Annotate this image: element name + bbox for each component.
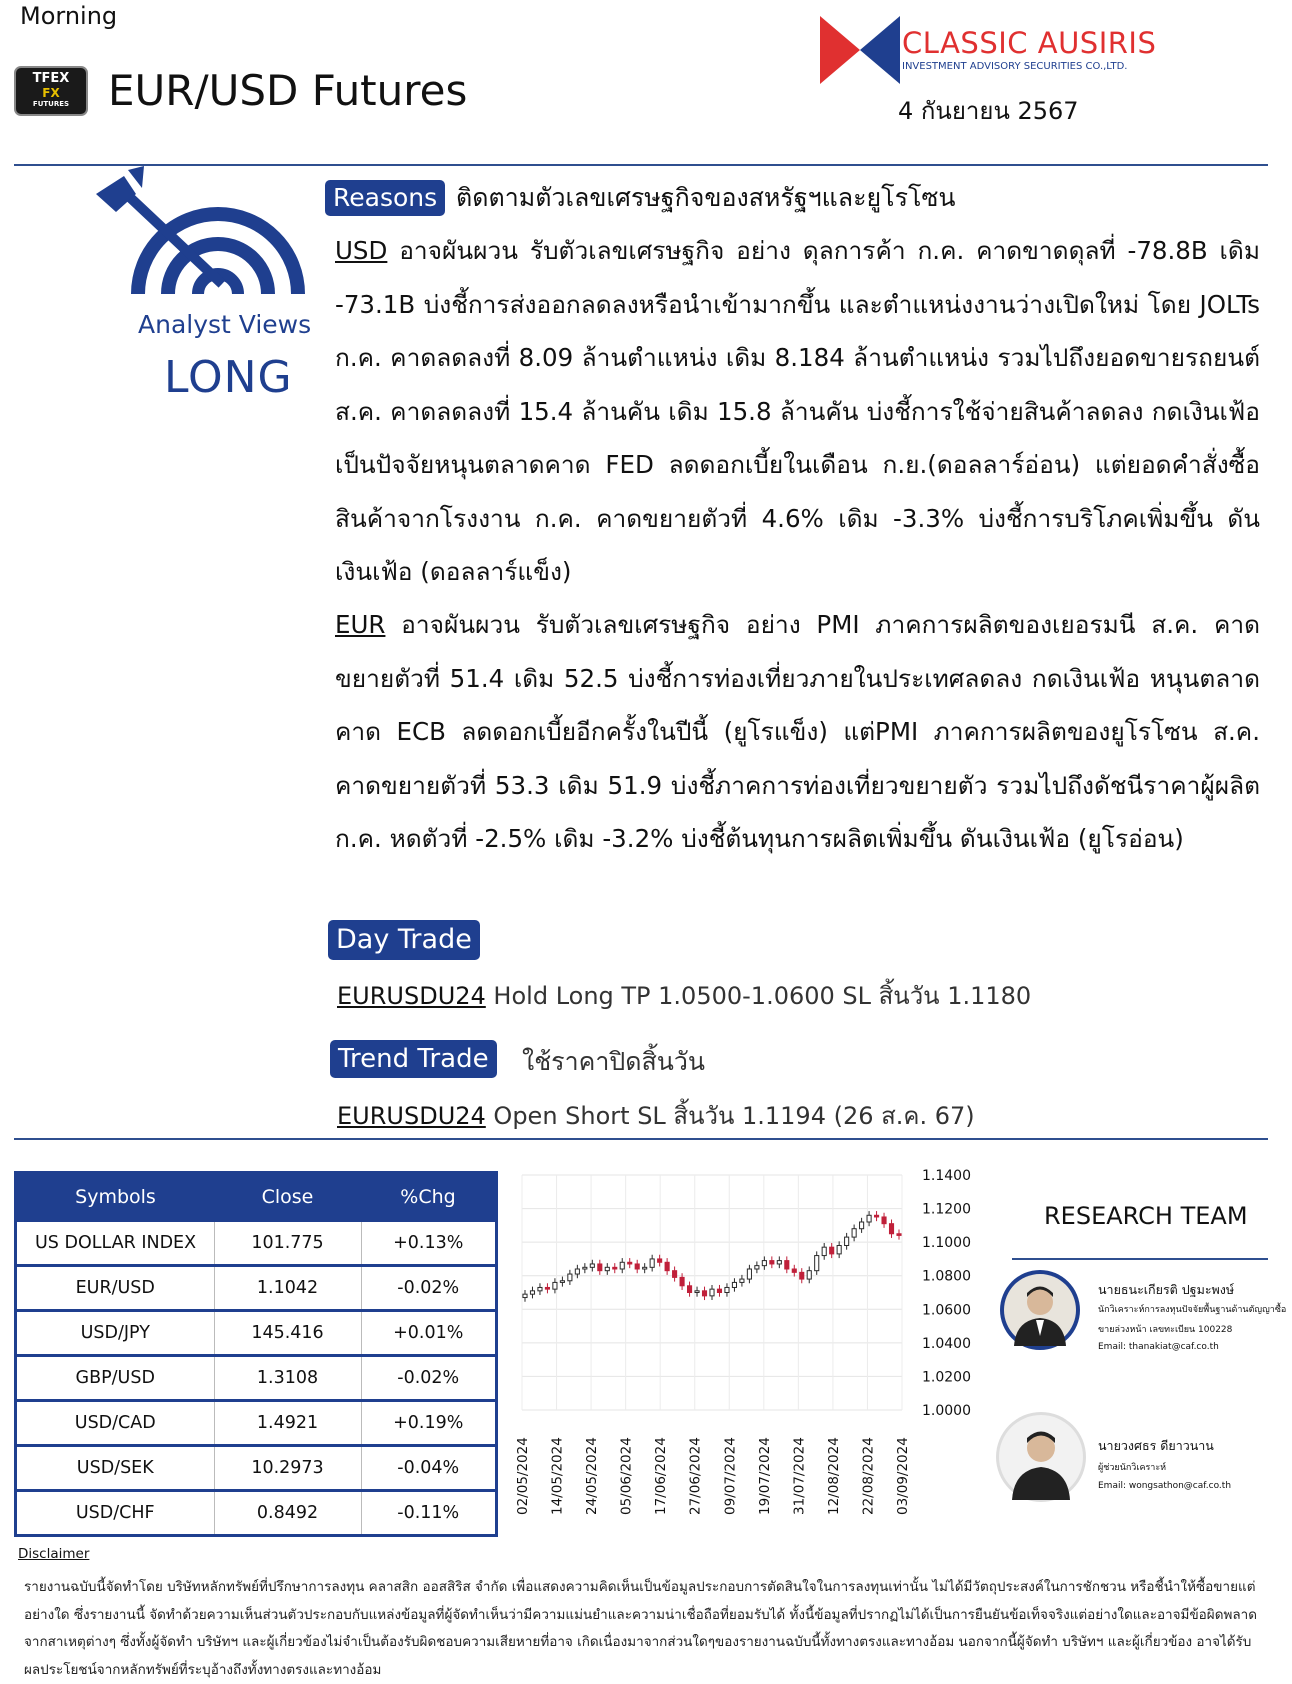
x-tick-label: 24/05/2024	[584, 1437, 601, 1515]
chg-cell: +0.01%	[361, 1311, 497, 1356]
analyst-view-value: LONG	[164, 352, 293, 403]
chg-cell: +0.13%	[361, 1221, 497, 1266]
reasons-heading: ติดตามตัวเลขเศรษฐกิจของสหรัฐฯและยูโรโซน	[456, 183, 956, 212]
symbol-cell: EUR/USD	[16, 1266, 215, 1311]
close-cell: 10.2973	[214, 1446, 361, 1491]
candle-body	[852, 1229, 856, 1237]
y-tick-label: 1.1200	[922, 1201, 971, 1218]
candle-body	[785, 1261, 789, 1269]
candle-body	[605, 1267, 609, 1270]
research-divider	[1012, 1258, 1268, 1260]
symbol-cell: USD/CAD	[16, 1401, 215, 1446]
symbol-cell: US DOLLAR INDEX	[16, 1221, 215, 1266]
x-tick-label: 27/06/2024	[687, 1437, 704, 1515]
chg-cell: -0.02%	[361, 1356, 497, 1401]
candle-body	[777, 1261, 781, 1264]
candle-body	[815, 1256, 819, 1271]
chg-cell: +0.19%	[361, 1401, 497, 1446]
chg-cell: -0.11%	[361, 1491, 497, 1536]
candle-body	[553, 1282, 557, 1289]
research-team-title: RESEARCH TEAM	[1044, 1202, 1248, 1230]
y-tick-label: 1.0600	[922, 1302, 971, 1319]
candle-body	[867, 1215, 871, 1222]
header-close: Close	[214, 1173, 361, 1221]
candle-body	[837, 1246, 841, 1254]
member-role: นักวิเคราะห์การลงทุนปัจจัยพื้นฐานด้านตัญญาซื้อ	[1098, 1305, 1287, 1315]
table-row	[16, 1491, 497, 1536]
report-date: 4 กันยายน 2567	[898, 97, 1079, 125]
candle-body	[680, 1277, 684, 1285]
candle-body	[882, 1217, 886, 1224]
company-subtitle: INVESTMENT ADVISORY SECURITIES CO.,LTD.	[902, 61, 1128, 72]
tfex-fx-logo	[14, 66, 88, 116]
candle-body	[695, 1291, 699, 1293]
table-row	[16, 1266, 497, 1311]
quotes-table	[14, 1171, 498, 1537]
symbol-cell: GBP/USD	[16, 1356, 215, 1401]
candle-body	[800, 1272, 804, 1279]
x-tick-label: 05/06/2024	[618, 1437, 635, 1515]
candle-body	[598, 1264, 602, 1271]
symbol-cell: USD/JPY	[16, 1311, 215, 1356]
reasons-tag: Reasons	[325, 180, 445, 216]
member-name: นายธนะเกียรติ ปฐมะพงษ์	[1098, 1282, 1235, 1297]
header-symbols: Symbols	[16, 1173, 215, 1221]
table-row	[16, 1446, 497, 1491]
candle-body	[732, 1282, 736, 1287]
trend-trade-line	[337, 1096, 975, 1135]
candle-body	[717, 1289, 721, 1292]
candle-body	[613, 1267, 617, 1269]
x-tick-label: 12/08/2024	[825, 1437, 842, 1515]
table-row	[16, 1356, 497, 1401]
usd-paragraph	[335, 224, 1260, 586]
avatar	[996, 1412, 1086, 1502]
candle-body	[792, 1269, 796, 1272]
candle-body	[740, 1279, 744, 1282]
day-trade-text: Hold Long TP 1.0500-1.0600 SL สิ้นวัน 1.1180	[485, 982, 1032, 1010]
close-cell: 101.775	[214, 1221, 361, 1266]
member-name: นายวงศธร ดียาวนาน	[1098, 1438, 1214, 1453]
member-email: Email: thanakiat@caf.co.th	[1098, 1342, 1219, 1352]
candle-body	[860, 1222, 864, 1229]
y-tick-label: 1.0400	[922, 1335, 971, 1352]
trend-trade-symbol: EURUSDU24	[337, 1102, 486, 1130]
y-tick-label: 1.0200	[922, 1369, 971, 1386]
candle-body	[889, 1224, 893, 1234]
company-logo	[820, 16, 900, 84]
symbol-cell: USD/CHF	[16, 1491, 215, 1536]
candle-body	[620, 1262, 624, 1269]
candle-body	[688, 1286, 692, 1293]
candle-body	[538, 1287, 542, 1290]
x-tick-label: 09/07/2024	[722, 1437, 739, 1515]
candle-body	[583, 1267, 587, 1269]
candle-body	[807, 1271, 811, 1279]
x-tick-label: 02/05/2024	[515, 1437, 531, 1515]
eurusd-price-chart	[500, 1165, 971, 1530]
x-tick-label: 03/09/2024	[895, 1437, 911, 1515]
logo-line-2: FX	[42, 86, 60, 100]
candle-body	[590, 1264, 594, 1267]
y-tick-label: 1.0800	[922, 1268, 971, 1285]
chg-cell: -0.02%	[361, 1266, 497, 1311]
chg-cell: -0.04%	[361, 1446, 497, 1491]
candle-body	[845, 1237, 849, 1245]
day-trade-line	[337, 976, 1031, 1015]
x-tick-label: 31/07/2024	[791, 1437, 808, 1515]
candle-body	[673, 1271, 677, 1278]
close-cell: 1.4921	[214, 1401, 361, 1446]
member-email: Email: wongsathon@caf.co.th	[1098, 1481, 1232, 1491]
candle-body	[523, 1294, 527, 1297]
candle-body	[628, 1262, 632, 1264]
day-trade-tag: Day Trade	[328, 920, 480, 960]
close-cell: 1.1042	[214, 1266, 361, 1311]
target-icon	[92, 166, 306, 304]
symbol-cell: USD/SEK	[16, 1446, 215, 1491]
usd-text: อาจผันผวน รับตัวเลขเศรษฐกิจ อย่าง ดุลการค้า ก.ค. คาดขาดดุลที่ -78.8B เดิม -73.1B บ่งชี้การส่งออกลดลงหรือนำเข้ามากขึ้น และตำแหน่งงานว่างเปิดใหม่ โดย JOLTs ก.ค. คาดลดลงที่ 8.09 ล้านตำแหน่ง เดิม 8.184 ล้านตำแหน่ง รวมไปถึงยอดขายรถยนต์ ส.ค. คาดลดลงที่ 15.4 ล้านคัน เดิม 15.8 ล้านคัน บ่งชี้การใช้จ่ายสินค้าลดลง กดเงินเฟ้อ เป็นปัจจัยหนุนตลาดคาด FED ลดดอกเบี้ยในเดือน ก.ย.(ดอลลาร์อ่อน) แต่ยอดคำสั่งซื้อสินค้าจากโรงงาน ก.ค. คาดขยายตัวที่ 4.6% เดิม -3.3% บ่งชี้การบริโภคเพิ่มขึ้น ดันเงินเฟ้อ (ดอลลาร์แข็ง)	[335, 236, 1260, 586]
y-tick-label: 1.0000	[922, 1403, 971, 1419]
candle-body	[875, 1215, 879, 1217]
section-divider	[14, 1138, 1268, 1140]
analyst-views-label: Analyst Views	[138, 310, 312, 339]
candle-body	[830, 1247, 834, 1254]
eur-text: อาจผันผวน รับตัวเลขเศรษฐกิจ อย่าง PMI ภาคการผลิตของเยอรมนี ส.ค. คาดขยายตัวที่ 51.4 เดิม 52.5 บ่งชี้การท่องเที่ยวภายในประเทศลดลง กดเงินเฟ้อ หนุนตลาดคาด ECB ลดดอกเบี้ยอีกครั้งในปีนี้ (ยูโรแข็ง) แต่PMI ภาคการผลิตของยูโรโซน ส.ค. คาดขยายตัวที่ 53.3 เดิม 51.9 บ่งชี้ภาคการท่องเที่ยวขยายตัว รวมไปถึงดัชนีราคาผู้ผลิต ก.ค. หดตัวที่ -2.5% เดิม -3.2% บ่งชี้ต้นทุนการผลิตเพิ่มขึ้น ดันเงินเฟ้อ (ยูโรอ่อน)	[335, 610, 1260, 853]
table-row	[16, 1311, 497, 1356]
candle-body	[635, 1264, 639, 1269]
candle-body	[822, 1247, 826, 1255]
close-cell: 145.416	[214, 1311, 361, 1356]
candle-body	[545, 1287, 549, 1289]
candle-body	[568, 1274, 572, 1281]
candle-body	[643, 1267, 647, 1269]
candle-body	[897, 1234, 901, 1236]
candle-body	[650, 1259, 654, 1267]
disclaimer-text: รายงานฉบับนี้จัดทำโดย บริษัทหลักทรัพย์ที่ปรึกษาการลงทุน คลาสสิก ออสสิริส จำกัด เพื่อแสดงความคิดเห็นเป็นข้อมูลประกอบการตัดสินใจในการลงทุนเท่านั้น ไม่ได้มีวัตถุประสงค์ในการชักชวน หรือชี้นำให้ซื้อขายแต่อย่างใด ซึ่งรายงานนี้ จัดทำด้วยความเห็นส่วนตัวประกอบกับแหล่งข้อมูลที่ผู้จัดทำเห็นว่ามีความแม่นยำและความน่าเชื่อถือที่ยอมรับได้ ทั้งนี้ข้อมูลที่ปรากฏไม่ได้เป็นการยืนยันข้อเท็จจริงแต่อย่างใดและอาจมีข้อผิดพลาดจากสาเหตุต่างๆ ซึ่งทั้งผู้จัดทำ บริษัทฯ และผู้เกี่ยวข้องไม่จำเป็นต้องรับผิดชอบความเสียหายที่อาจ เกิดเนื่องมาจากส่วนใดๆของรายงานฉบับนี้ทั้งทางตรงและทางอ้อม นอกจากนี้ผู้จัดทำ บริษัทฯ และผู้เกี่ยวข้อง อาจได้รับผลประโยชน์จากหลักทรัพย์ที่ระบุอ้างถึงทั้งทางตรงและทางอ้อม	[24, 1579, 1257, 1678]
session-label: Morning	[20, 2, 118, 30]
candle-body	[725, 1287, 729, 1292]
logo-line-3: FUTURES	[32, 100, 70, 108]
candle-body	[747, 1269, 751, 1279]
table-row	[16, 1401, 497, 1446]
candle-body	[665, 1262, 669, 1270]
trend-trade-note: ใช้ราคาปิดสิ้นวัน	[522, 1047, 705, 1076]
x-tick-label: 14/05/2024	[549, 1437, 566, 1515]
candle-body	[755, 1266, 759, 1269]
x-tick-label: 22/08/2024	[860, 1437, 877, 1515]
close-cell: 0.8492	[214, 1491, 361, 1536]
disclaimer-title: Disclaimer	[18, 1546, 90, 1562]
candle-body	[762, 1261, 766, 1266]
candle-body	[560, 1281, 564, 1283]
close-cell: 1.3108	[214, 1356, 361, 1401]
day-trade-symbol: EURUSDU24	[337, 982, 486, 1010]
eur-label: EUR	[335, 610, 386, 639]
eur-paragraph	[335, 598, 1260, 918]
usd-label: USD	[335, 236, 388, 265]
avatar	[1000, 1270, 1080, 1350]
candle-body	[702, 1291, 706, 1296]
company-name: CLASSIC AUSIRIS	[902, 26, 1157, 60]
candle-body	[530, 1291, 534, 1294]
page-title: EUR/USD Futures	[108, 66, 468, 115]
candle-body	[710, 1289, 714, 1296]
candle-body	[658, 1259, 662, 1262]
x-tick-label: 19/07/2024	[756, 1437, 773, 1515]
logo-line-1: TFEX	[32, 71, 70, 86]
candle-body	[575, 1269, 579, 1274]
y-tick-label: 1.1400	[922, 1168, 971, 1184]
table-row	[16, 1221, 497, 1266]
candle-body	[770, 1261, 774, 1264]
trend-trade-text: Open Short SL สิ้นวัน 1.1194 (26 ส.ค. 67)	[485, 1102, 975, 1130]
x-tick-label: 17/06/2024	[653, 1437, 670, 1515]
member-role-2: ขายล่วงหน้า เลขทะเบียน 100228	[1098, 1325, 1233, 1335]
trend-trade-tag: Trend Trade	[330, 1040, 497, 1078]
member-role: ผู้ช่วยนักวิเคราะห์	[1098, 1463, 1167, 1473]
y-tick-label: 1.1000	[922, 1235, 971, 1252]
header-chg: %Chg	[361, 1173, 497, 1221]
quotes-header-row	[16, 1173, 497, 1221]
